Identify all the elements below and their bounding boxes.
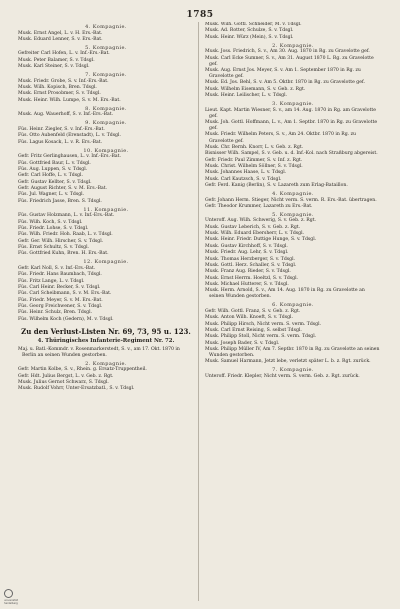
list-entry: Füs. Georg Freichwener, S. v. Tdsgl. [18, 303, 103, 309]
list-entry: Musk. Gustav Leberich, S. v. Geb. z. Rgt. [205, 224, 301, 230]
list-entry: Gefr. Theodor Krummer, Lazareth zu Ers.-Bat. [205, 203, 313, 209]
list-entry: Füs. Lagus Kosack, L. v. R. Ers.-Bat. [18, 139, 103, 145]
list-entry: Füs. Heinr. Schulz, Bren. Tdsgl. [18, 310, 93, 316]
list-entry: Musk. Samuel Harmann, Jetzt lebe, verletzt später L. b. z. Rgt. zurück. [205, 359, 371, 365]
list-entry: Füs. Wilhelm Koch (Gedern), M. v. Tdsgl. [18, 316, 114, 322]
list-entry: Musk. Ad. Rotter, Schulze, S. v. Tdsgl. [205, 28, 294, 34]
list-entry: Musk. Friedr. Aug. Lehr, S. v. Tdsgl. [205, 250, 289, 256]
list-entry: Musk. Anton Wilh. Knoeft, S. v. Tdsgl. [205, 315, 293, 321]
page-number: 1785 [186, 10, 214, 20]
list-entry: Musk. Carl Ecke Sumner, S. v., Am 31. August 1870 L. Rg. zu Gravelotte gef. [205, 55, 374, 67]
list-entry: Musk. Johannes Haase, L. v. Tdsgl. [205, 170, 287, 176]
list-entry: Musk. Eduard Lenner, S. v. Ers.-Bat. [18, 36, 103, 42]
section-heading: 2. Kompagnie. [85, 360, 127, 367]
list-entry: Füs. Friedr. Hans Baumbach, Tdsgl. [18, 272, 102, 278]
left-column [18, 22, 194, 602]
list-entry: Musk. Michael Hutterer, S. v. Tdsgl. [205, 281, 289, 287]
list-entry: Musk. Heinr. Friedr. Duttige Hunge, S. v. Tdsgl. [205, 237, 317, 243]
section-heading: 6. Kompagnie. [272, 302, 314, 309]
section-heading: 11. Kompagnie. [83, 206, 129, 213]
section-heading: 5. Kompagnie. [272, 211, 314, 218]
section-heading: 4. Kompagnie. [85, 24, 127, 30]
list-entry: Gefr. Karl Noll, S. v. Inf.-Ers.-Bat. [18, 265, 96, 271]
list-entry: Musk. Herm. Arnold, S. v., Am 14. Aug. 1870 in Rg. zu Gravelotte an seinen Wunden gestorben. [205, 288, 365, 300]
section-heading: 7. Kompagnie. [272, 367, 314, 374]
section-heading: 2. Kompagnie. [272, 42, 314, 49]
section-heading: 4. Kompagnie. [272, 190, 314, 197]
library-logo [4, 589, 34, 605]
list-entry: Musk. Ed. Jos. Behl, S. v. Am 5. Oktbr. 1870 in Rg. zu Gravelotte gef. [205, 80, 365, 86]
list-entry: Musk. Karl Steiner, S. v. Tdsgl. [18, 64, 90, 70]
list-entry: Musk. Aug. Wauerhoff, S. v. Inf.-Ers.-Bat. [18, 112, 114, 118]
right-column [205, 22, 381, 602]
seal-icon [4, 589, 13, 598]
section-heading: 10. Kompagnie. [83, 147, 129, 154]
list-entry: Gefr. Wilh. Gottl. Franz, S. v. Geb. z. Rgt. [205, 308, 301, 314]
list-entry: Musk. Franz Aug. Rieder, S. v. Tdsgl. [205, 269, 291, 275]
column-rule [198, 22, 199, 601]
list-entry: Füs. Friedr. Meyer, S. v. M. Ers.-Bat. [18, 297, 103, 303]
list-entry: Gefr. August Richter, S. v. M. Ers.-Bat. [18, 185, 108, 191]
list-entry: Unteroff. Aug. Wilh. Schwerig, S. v. Geb. z. Rgt. [205, 218, 316, 224]
section-heading: 3. Kompagnie. [272, 101, 314, 108]
list-entry: Musk. Ernst Herrm. Hoeltzl, S. v. Tdsgl. [205, 275, 299, 281]
list-entry: Füs. Gottfried Kuhn, Bren. H. Ers.-Bat. [18, 251, 109, 257]
list-entry: Gefr. Johann Herm. Stieger, Nicht verm. S. verm. R. Ers.-Bat. übertragen. [205, 197, 377, 203]
list-entry: Musk. Philipp Müller IV, Am 7. Septbr. 1870 in Rg. zu Gravelotte an seinen Wunden gestorben. [205, 346, 380, 358]
list-entry: Musk. Thomas Herzberger, S. v. Tdsgl. [205, 256, 295, 262]
list-entry: Musk. Heinr. Wilh. Lumpe, S. v. M. Ers.-Bat. [18, 97, 121, 103]
list-entry: Musk. Chr. Bernh. Knorr, L. v. Geb. z. Rgt. [205, 144, 304, 150]
list-entry: Musk. Aug. Ernst Jos. Meyer, S. v. Am 1. September 1870 in Rg. zu Gravelotte gef. [205, 68, 361, 80]
section-heading: 5. Kompagnie. [85, 44, 127, 51]
list-entry: Musk. Heinr. Leilischer, L. v. Tdsgl. [205, 93, 288, 99]
list-entry: Musk. Wilh. Kopisch, Bren. Tdsgl. [18, 85, 97, 91]
list-entry: Gefr. Friedr. Paul Zimmer, S. v. Inf. z. Rgt. [205, 157, 303, 163]
list-entry: Gefr. Carl Hoffe, L. v. Tdsgl. [18, 173, 83, 179]
list-entry: Füs. Ernst Schultz, S. v. Tdsgl. [18, 244, 89, 250]
section-heading: 9. Kompagnie. [85, 120, 127, 127]
list-entry: Musk. Philipp Stoll, Nicht verm. S. verm. Tdsgl. [205, 334, 317, 340]
list-entry: Füs. Heinr. Ziegler, S. v. Inf.-Ers.-Bat. [18, 126, 105, 132]
list-entry: Musk. Julius Gernot Schwarz, S. Tdsgl. [18, 380, 109, 386]
list-entry: Musk. Friedr. Grobe, S. v. Inf.-Ers.-Bat. [18, 78, 109, 84]
list-entry: Musk. Carl Kautzsch, S. v. Tdsgl. [205, 176, 282, 182]
list-title: Zu den Verlust-Listen Nr. 69, 73, 95 u. 123. [21, 326, 191, 336]
list-entry: Füs. Aug. Luppen, S. v. Tdsgl. [18, 166, 88, 172]
list-entry: Gefr. Martin Kolbe, S. v., Rhein. g. Ersatz-Truppentheil. [18, 367, 147, 373]
list-entry: Füs. Carl Heinr. Becker, S. v. Tdsgl. [18, 284, 101, 290]
list-entry: Gefreiter Carl Hofen, L. v. Inf.-Ers.-Bat. [18, 51, 110, 57]
list-entry: Füs. Friedr. Lohse, S. v. Tdsgl. [18, 225, 89, 231]
list-entry: Füs. Friedrich Jasse, Bren. S. Tdsgl. [18, 198, 102, 204]
list-entry: Füs. Otto Aubenfeld (Erenstadt), L. v. Tdsgl. [18, 133, 121, 139]
list-entry: Musk. Wilhelm Eisemann, S. v. Geb. z. Rgt. [205, 86, 306, 92]
list-entry: Füs. Gottfried Baur, L. v. Tdsgl. [18, 160, 91, 166]
logo-line-2: heidelberg [4, 602, 18, 605]
list-entry: Musk. Gustav Kirchhoff, S. v. Tdsgl. [205, 243, 288, 249]
list-entry: Füs. Jul. Wagner, L. v. Tdsgl. [18, 192, 85, 198]
regiment-heading: 4. Thüringisches Infanterie-Regiment Nr. 72. [37, 337, 175, 344]
list-entry: Gefr. Hdt. Julius Bergst, L. v. Geb. z. Rgt. [18, 373, 114, 379]
list-entry: Unteroff. Friedr. Klepler, Nicht verm. S. verm. Geb. z. Rgt. zurück. [205, 373, 360, 379]
list-entry: Musk. Wilh. Gottl. Schneider, M. v. Tdsgl. [205, 22, 302, 27]
list-entry: Musk. Philipp Hirsch, Nicht verm. S. verm. Tdsgl. [205, 321, 322, 327]
list-entry: Lieut. Kapt. Martin Wiesner, S. v., am 14. Aug. 1870 in Rg. am Gravelotte gef. [205, 107, 376, 119]
list-entry: Füs. Carl Scheibmann, S. v. M. Ers.-Bat. [18, 291, 112, 297]
logo-line-1: universität [4, 599, 18, 602]
list-entry: Musk. Rudolf Vohrr, Unter-Ersatzbatl., S. v. Tdsgl. [18, 386, 135, 392]
list-entry: Musk. Ernst Angel, L. v. H. Ers.-Bat. [18, 30, 103, 36]
list-entry: Musk. Gottl. Herz. Schaller, S. v. Tdsgl. [205, 262, 297, 268]
list-entry: Musk. Heinr. Würz (Mein), S. v. Tdsgl. [205, 34, 294, 40]
list-entry: Musk. Ernst Prosobmer, S. v. Tdsgl. [18, 91, 101, 97]
list-entry: Musk. Carl Ernst Reising, S. selbst Tdsgl. [205, 327, 302, 333]
list-entry: Füs. Wilh. Friedr. Hoh. Raab, L. v. Tdsgl. [18, 232, 113, 238]
list-entry: Bisnisser Wilh. Sampel, S. v. Geb. u. d. Inf.-Kol. nach Straßburg abgereist. [205, 151, 378, 157]
list-entry: Gefr. Ger. Wilh. Hirscher, S. v. Tdsgl. [18, 238, 104, 244]
list-entry: Gefr. Gustav Kellter, S. v. Tdsgl. [18, 179, 92, 185]
list-entry: Musk. Joss. Friedrich, S. v., Am 30. Aug. 1870 in Rg. zu Gravelotte gef. [205, 49, 370, 55]
list-entry: Musk. Joseph Bader, S. v. Tdsgl. [205, 340, 280, 346]
list-entry: Gefr. Fritz Gerlinghausen, L. v. Inf.-Ers.-Bat. [18, 154, 121, 160]
list-entry: Musk. Wilh. Eduard Ebersherr, L. v. Tdsgl. [205, 231, 304, 237]
list-entry: Musk. Christ. Wilhelm Söllner, S. v. Tdsgl. [205, 163, 303, 169]
list-entry: Füs. Fritz Lange, L. v. Tdsgl. [18, 278, 85, 284]
section-heading: 8. Kompagnie. [85, 105, 127, 112]
section-heading: 7. Kompagnie. [85, 72, 127, 79]
list-entry: Gefr. Ferd. Kanig (Berlin), S. v. Lazareth zum Erlag-Bataillon. [205, 182, 348, 188]
list-entry: Maj. u. Batl.-Kommdr. v. Rosenmarkerstedt, S. v., am 17. Okt. 1870 in Berlin an seinen Wunden gestorben. [18, 346, 180, 358]
section-heading: 12. Kompagnie. [83, 259, 129, 266]
list-entry: Füs. Wilh. Koch, S. v. Tdsgl. [18, 219, 83, 225]
list-entry: Musk. Joh. Gottl. Hoffmann, L. v., Am 1. Septbr. 1870 in Rg. zu Gravelotte gef. [205, 120, 378, 132]
list-entry: Füs. Gustav Holzmann, L. v. Inf.-Ers.-Bat. [18, 213, 115, 219]
list-entry: Musk. Peter Balamer, S. v. Tdsgl. [18, 57, 95, 63]
list-entry: Musk. Friedr. Wilhelm Peters, S. v., Am 24. Oktbr. 1870 in Rg. zu Gravelotte gef. [205, 132, 356, 144]
